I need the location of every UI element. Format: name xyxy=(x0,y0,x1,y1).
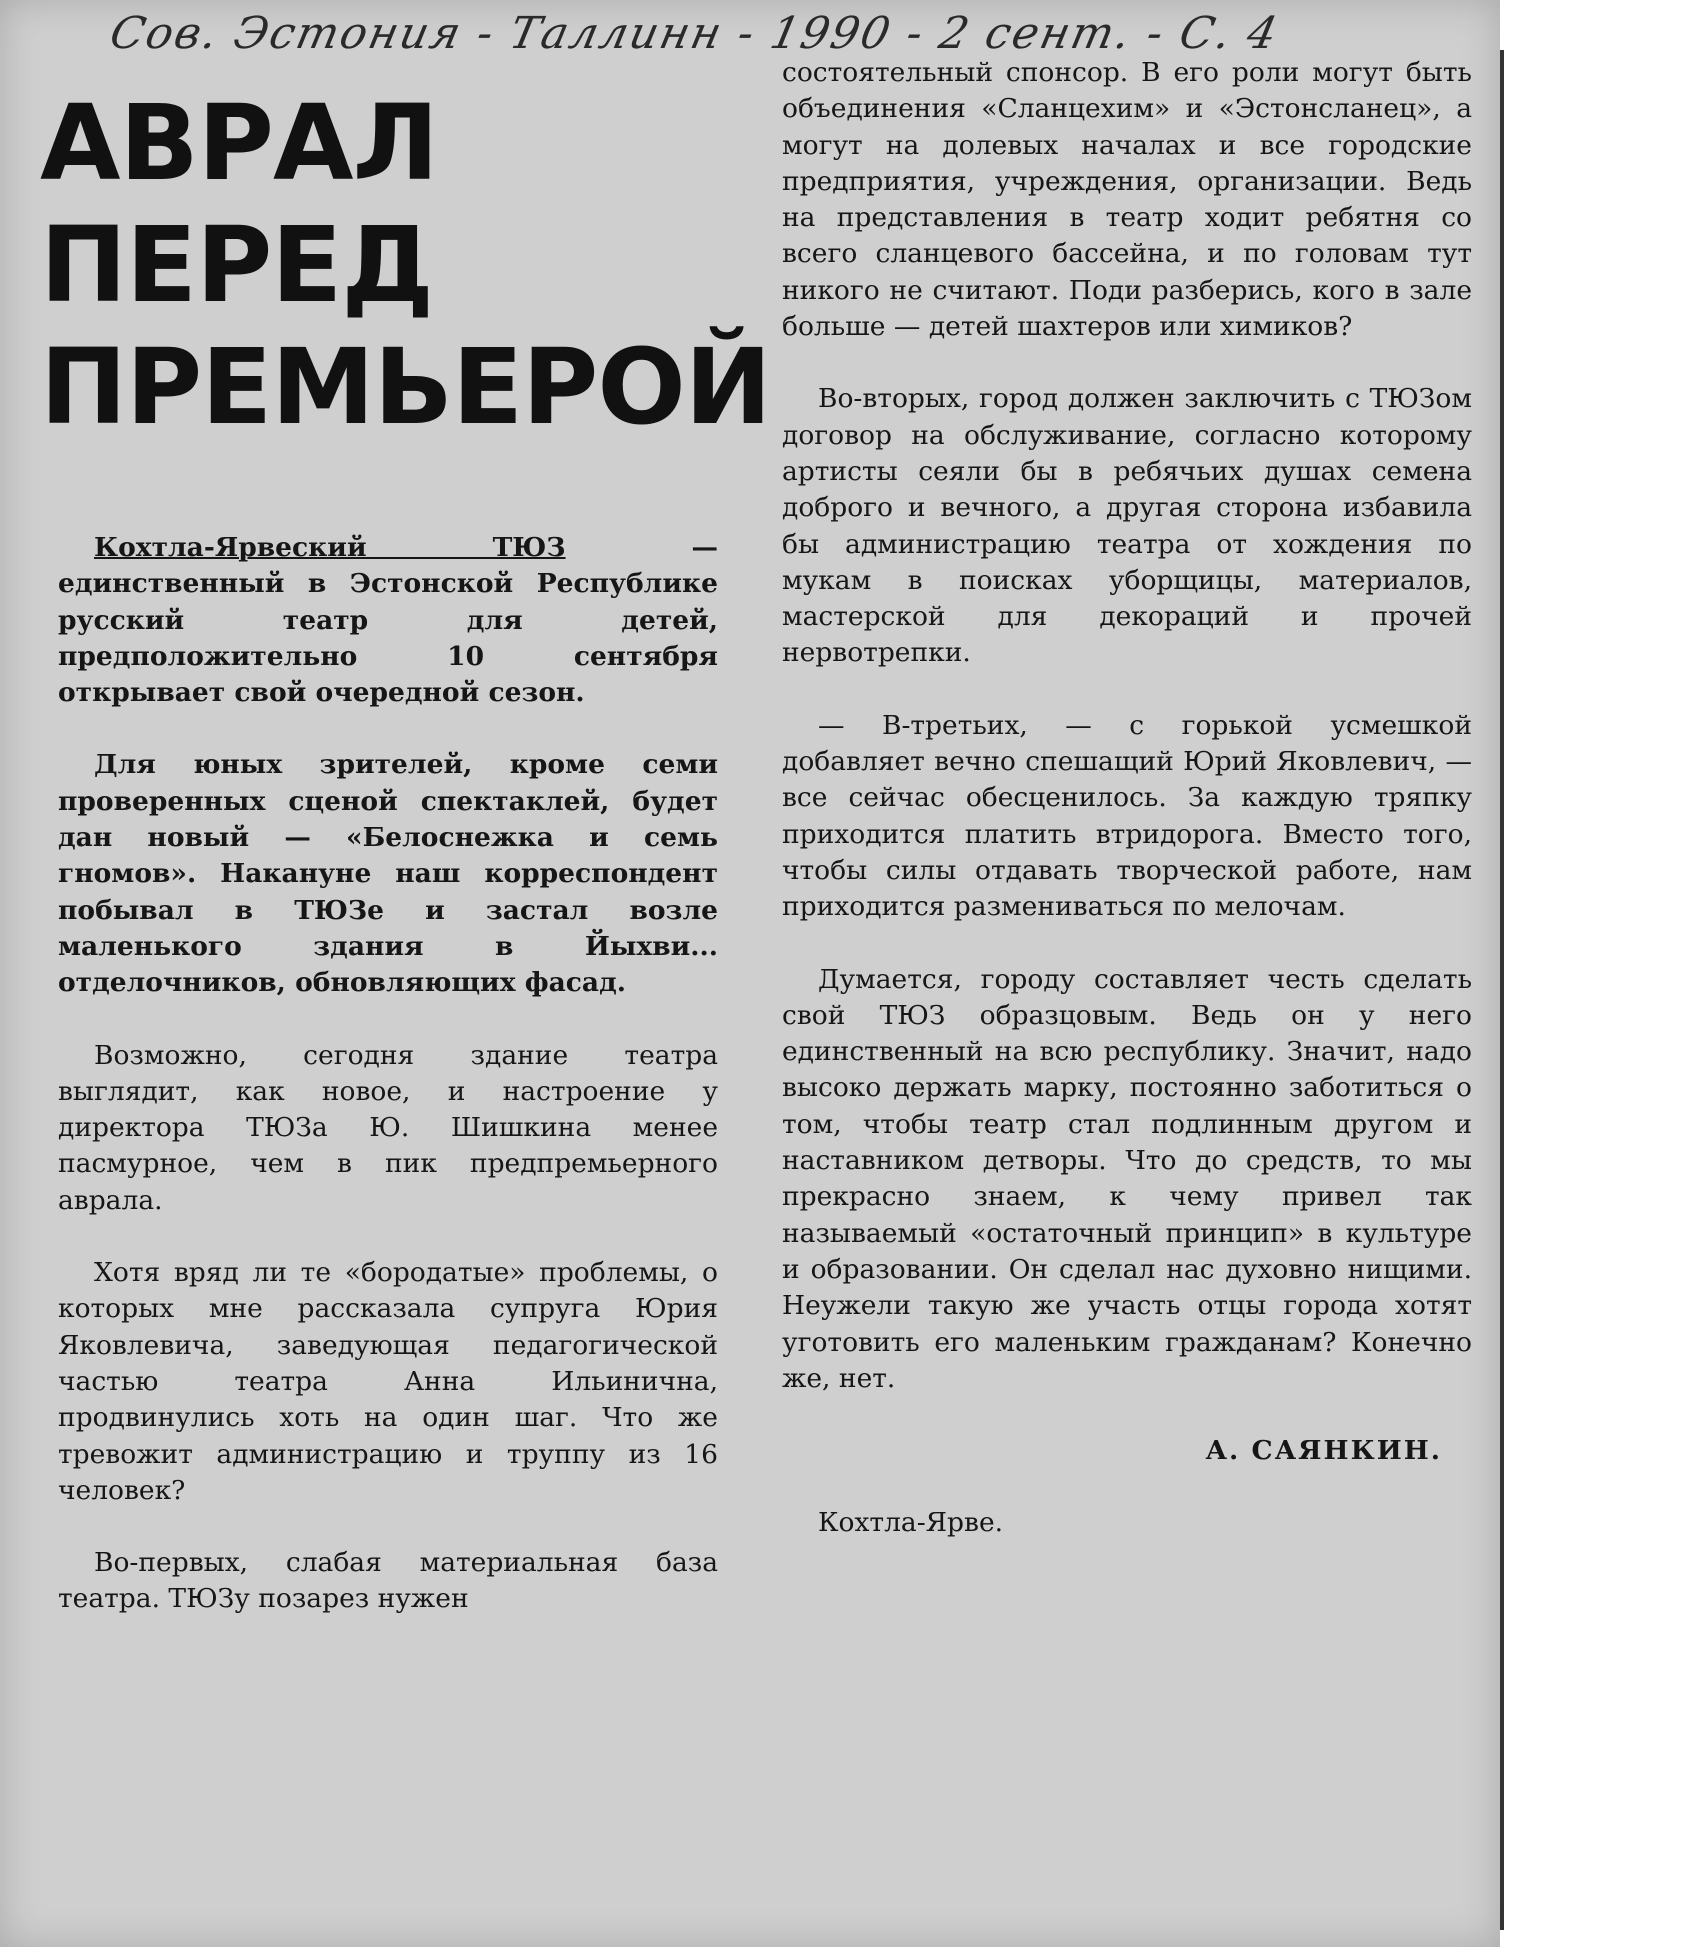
paragraph: Во-вторых, город должен заключить с ТЮЗом договор на обслуживание, согласно которому артисты сеяли бы в ребячьих душах семена доброго и вечного, а другая сторона избавила бы администрацию театра от хождения по мукам в поисках уборщицы, материалов, мастерской для декораций и прочей нервотрепки. xyxy=(782,383,1472,669)
headline-line-1: АВРАЛ xyxy=(40,82,438,204)
paragraph: — В-третьих, — с горькой усмешкой добавляет вечно спешащий Юрий Яковлевич, — все сейчас обесценилось. За каждую тряпку приходится платить втридорога. Вместо того, чтобы силы отдавать творческой работе, нам приходится размениваться по мелочам. xyxy=(782,709,1472,923)
left-column xyxy=(58,530,718,1618)
headline-line-3: ПРЕМЬЕРОЙ xyxy=(40,326,771,448)
dateline: Кохтла-Ярве. xyxy=(818,1507,1004,1539)
clipping-edge-divider xyxy=(1500,50,1504,1930)
paragraph: Хотя вряд ли те «бородатые» проблемы, о которых мне рассказала супруга Юрия Яковлевича, заведующая педагогической частью театра Анна Ильинична, продвинулись хоть на один шаг. Что же тревожит администрацию и труппу из 16 человек? xyxy=(58,1257,718,1506)
article-headline xyxy=(40,82,771,448)
paragraph: Во-первых, слабая материальная база театра. ТЮЗу позарез нужен xyxy=(58,1547,718,1615)
lead-text: — единственный в Эстонской Республике русский театр для детей, предположительно 10 сентября открывает свой очередной сезон. xyxy=(58,532,718,709)
headline-line-2: ПЕРЕД xyxy=(40,204,433,326)
paragraph: Думается, городу составляет честь сделать свой ТЮЗ образцовым. Ведь он у него единственный на всю республику. Значит, надо высоко держать марку, постоянно заботиться о том, чтобы театр стал подлинным другом и наставником детворы. Что до средств, то мы прекрасно знаем, к чему привел так называемый «остаточный принцип» в культуре и образовании. Он сделал нас духовно нищими. Неужели такую же участь отцы города хотят уготовить его маленьким гражданам? Конечно же, нет. xyxy=(782,963,1472,1394)
right-column xyxy=(782,55,1472,1542)
author-signature: А. САЯНКИН. xyxy=(1205,1435,1442,1467)
handwritten-source-note: Сов. Эстония - Таллинн - 1990 - 2 сент. - С. 4 xyxy=(105,8,1284,59)
paragraph: Возможно, сегодня здание театра выглядит, как новое, и настроение у директора ТЮЗа Ю. Шишкина менее пасмурное, чем в пик предпремьерного аврала. xyxy=(58,1039,718,1216)
lead-org-name: Кохтла-Ярвеский ТЮЗ xyxy=(94,532,566,563)
lead-paragraph xyxy=(58,530,718,711)
paragraph-continuation: состоятельный спонсор. В его роли могут быть объединения «Сланцехим» и «Эстонсланец», а могут на долевых началах и все городские предприятия, учреждения, организации. Ведь на представления в театр ходит ребятня со всего сланцевого бассейна, и по головам тут никого не считают. Поди разберись, кого в зале больше — детей шахтеров или химиков? xyxy=(782,57,1472,343)
paragraph: Для юных зрителей, кроме семи проверенных сценой спектаклей, будет дан новый — «Белоснежка и семь гномов». Накануне наш корреспондент побывал в ТЮЗе и застал возле маленького здания в Йыхви... отделочников, обновляющих фасад. xyxy=(58,749,718,999)
